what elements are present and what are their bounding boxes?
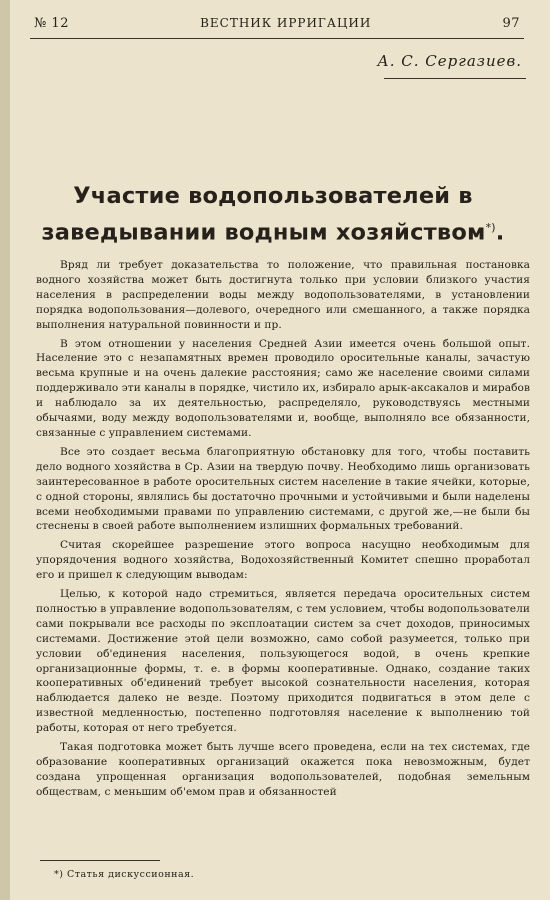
issue-number: № 12 <box>34 16 69 31</box>
title-footnote-mark: *) <box>485 221 496 234</box>
article-title-end: . <box>495 219 505 246</box>
paragraph: Вряд ли требует доказательства то положение, что правильная постановка водного хозяйства может быть достигнута только при условии близкого участия населения в распределении воды между водопользователями, в установлении порядка водопользования—долевого, очередного или смешанного, а также порядка выполнения натуральной повинности и пр. <box>36 259 530 331</box>
article-title-text: Участие водопользователей в заведывании водным хозяйством <box>41 183 486 246</box>
page-number: 97 <box>502 16 520 31</box>
running-header <box>34 16 520 31</box>
paragraph: В этом отношении у населения Средней Азии имеется очень большой опыт. Население это с незапамятных времен проводило оросительные каналы, зачастую весьма крупные и на очень далекие расстояния; само же население своими силами поддерживало эти каналы в порядке, чистило их, избирало арык-аксакалов и мирабов и наблюдало за их деятельностью, распределяло, руководствуясь местными обычаями, воду между водопользователями и, вообще, выполняло все обязанности, связанные с управлением системами. <box>36 337 530 439</box>
paragraph: Такая подготовка может быть лучше всего проведена, если на тех системах, где образование кооперативных организаций окажется пока невозможным, будет создана упрощенная организация водопользователей, подобная земельным обществам, с меньшим об'емом прав и обязанностей <box>36 741 530 798</box>
footnote: *) Статья дискуссионная. <box>54 869 195 880</box>
author-rule <box>384 78 526 79</box>
article-title <box>20 180 526 249</box>
paragraph: Целью, к которой надо стремиться, является передача оросительных систем полностью в управление водопользователям, с тем условием, чтобы водопользователи сами покрывали все расходы по эксплоатации систем за счет доходов, приносимых системами. Достижение этой цели возможно, само собой разумеется, только при условии об'единения населения, пользующегося водой, в очень крепкие организационные формы, т. е. в формы кооперативные. Однако, создание таких кооперативных об'единений требует высокой сознательности населения, которая наблюдается далеко не везде. Поэтому приходится подвигаться в этом деле с известной медленностью, постепенно подготовляя население к выполнению той работы, которая от него требуется. <box>36 588 530 735</box>
paragraph: Все это создает весьма благоприятную обстановку для того, чтобы поставить дело водного хозяйства в Ср. Азии на твердую почву. Необходимо лишь организовать заинтересованное в работе оросительных систем население в такие ячейки, которые, с одной стороны, являлись бы достаточно прочными и устойчивыми и были наделены всеми необходимыми правами по управлению системами, с другой же,—не были бы стеснены в своей работе выполнением излишних формальных требований. <box>36 445 530 533</box>
page-spine <box>0 0 10 900</box>
journal-title: ВЕСТНИК ИРРИГАЦИИ <box>200 16 372 30</box>
paragraph: Считая скорейшее разрешение этого вопроса насущно необходимым для упорядочения водного хозяйства, Водохозяйственный Комитет спешно проработал его и пришел к следующим выводам: <box>36 539 530 582</box>
header-rule <box>30 38 524 39</box>
author-name: А. С. Сергазиев. <box>377 52 522 70</box>
footnote-rule <box>40 860 160 861</box>
article-body <box>36 258 530 804</box>
